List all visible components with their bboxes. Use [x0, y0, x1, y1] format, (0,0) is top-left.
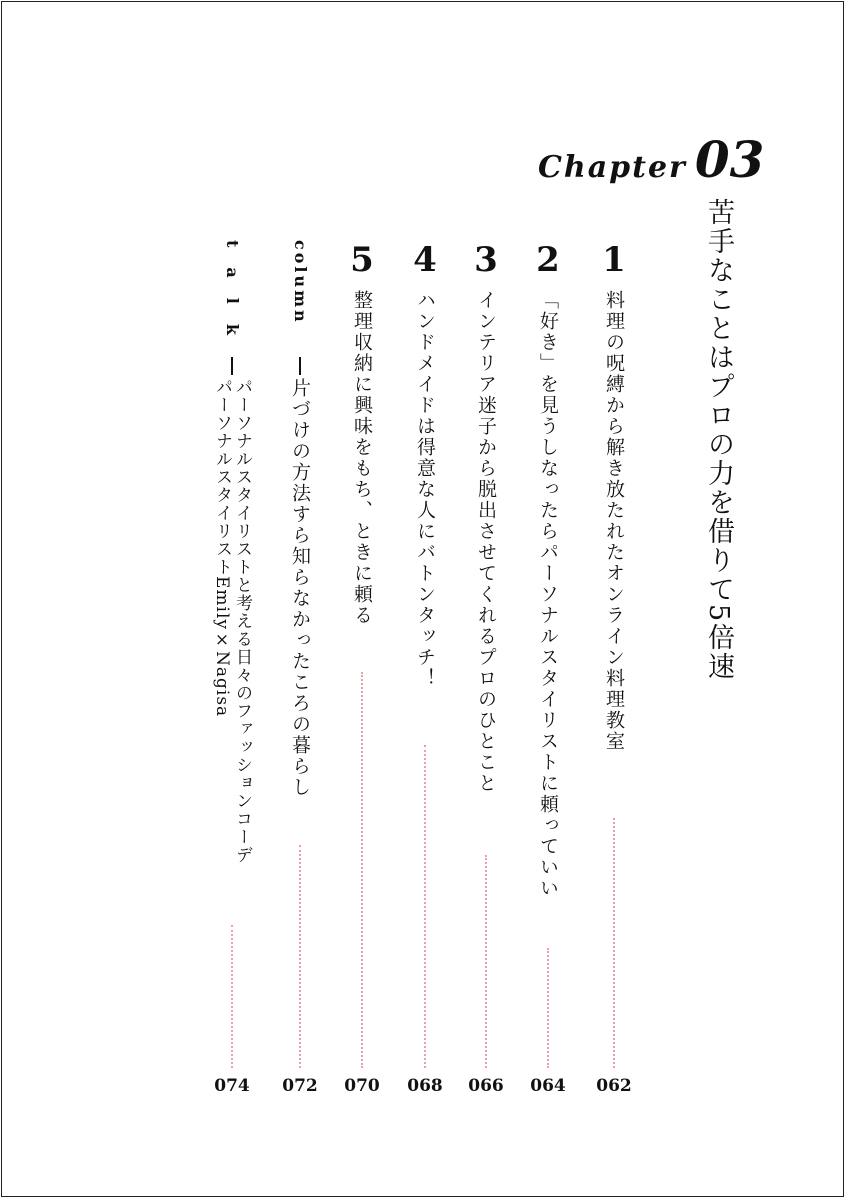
- item-subtitle: パーソナルスタイリストEmily×Nagisa: [212, 378, 232, 718]
- toc-item-5[interactable]: [342, 0, 382, 1110]
- dash-separator: [299, 357, 301, 375]
- leader-dots: [613, 818, 615, 1068]
- page-number: 070: [344, 1076, 380, 1096]
- item-number: 5: [350, 240, 374, 280]
- chapter-label: Chapter: [538, 150, 687, 185]
- page-number: 072: [282, 1076, 318, 1096]
- item-number: 1: [602, 240, 626, 280]
- chapter-number: 03: [694, 130, 765, 189]
- chapter-title: 苦手なことはプロの力を借りて5倍速: [703, 198, 734, 682]
- dash-separator: [231, 357, 233, 375]
- leader-dots: [424, 745, 426, 1068]
- toc-item-1[interactable]: [594, 0, 634, 1110]
- item-number: column: [291, 240, 310, 325]
- item-number: 3: [474, 240, 498, 280]
- toc-item-column[interactable]: [280, 0, 320, 1110]
- item-title: 整理収納に興味をもち、ときに頼る: [351, 290, 373, 626]
- item-title: 「好き」を見うしなったらパーソナルスタイリストに頼っていい: [537, 290, 559, 899]
- page-number: 062: [596, 1076, 632, 1096]
- item-number: 4: [413, 240, 437, 280]
- item-title: パーソナルスタイリストと考える日々のファッションコーデ: [232, 378, 252, 864]
- page-number: 066: [468, 1076, 504, 1096]
- page-number: 074: [214, 1076, 250, 1096]
- item-title: インテリア迷子から脱出させてくれるプロのひとこと: [475, 290, 497, 794]
- item-title: ハンドメイドは得意な人にバトンタッチ！: [414, 290, 436, 689]
- leader-dots: [547, 948, 549, 1068]
- leader-dots: [485, 855, 487, 1068]
- item-title: 料理の呪縛から解き放たれたオンライン料理教室: [603, 290, 625, 752]
- item-number: 2: [536, 240, 560, 280]
- leader-dots: [361, 672, 363, 1068]
- page-number: 068: [407, 1076, 443, 1096]
- leader-dots: [299, 845, 301, 1068]
- page-number: 064: [530, 1076, 566, 1096]
- toc-item-2[interactable]: [528, 0, 568, 1110]
- item-number: talk: [223, 240, 242, 355]
- toc-item-4[interactable]: [405, 0, 445, 1110]
- leader-dots: [231, 925, 233, 1068]
- item-title: 片づけの方法すら知らなかったころの暮らし: [289, 378, 311, 798]
- chapter-heading: [538, 130, 764, 189]
- toc-item-3[interactable]: [466, 0, 506, 1110]
- toc-item-talk[interactable]: [212, 0, 252, 1110]
